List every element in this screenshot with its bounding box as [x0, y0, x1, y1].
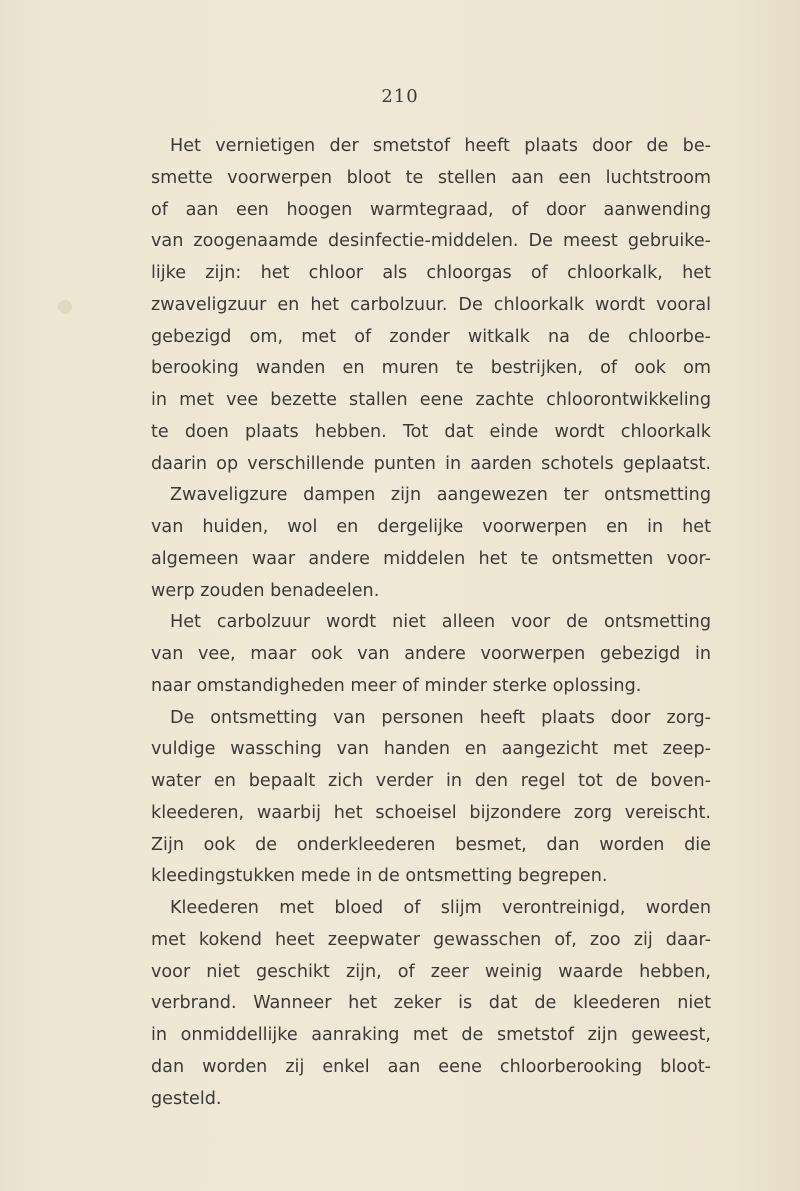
paper-stain: [58, 300, 72, 314]
text-line: daarin op verschillende punten in aarden schotels geplaatst.: [151, 453, 711, 474]
text-line: in onmiddellijke aanraking met de smetstof zijn geweest,: [151, 1025, 711, 1045]
text-line: voor niet geschikt zijn, of zeer weinig waarde hebben,: [151, 961, 711, 982]
text-line: van zoogenaamde desinfectie-middelen. De meest gebruike-: [151, 231, 711, 252]
text-line: van vee, maar ook van andere voorwerpen gebezigd in: [151, 644, 711, 664]
text-line: Het vernietigen der smetstof heeft plaats door de be-: [170, 136, 711, 156]
page-number: 210: [381, 86, 419, 107]
text-line: in met vee bezette stallen eene zachte chloorontwikkeling: [151, 390, 711, 410]
text-line: te doen plaats hebben. Tot dat einde wordt chloorkalk: [151, 421, 711, 442]
text-line: Het carbolzuur wordt niet alleen voor de ontsmetting: [170, 612, 711, 633]
text-line: kleedingstukken mede in de ontsmetting begrepen.: [151, 866, 608, 887]
body-text: [151, 131, 711, 1115]
text-line: zwaveligzuur en het carbolzuur. De chloorkalk wordt vooral: [151, 294, 711, 315]
text-line: vuldige wassching van handen en aangezicht met zeep-: [151, 739, 711, 760]
text-line: gebezigd om, met of zonder witkalk na de chloorbe-: [151, 326, 711, 347]
text-line: Zwaveligzure dampen zijn aangewezen ter ontsmetting: [170, 485, 711, 506]
text-line: verbrand. Wanneer het zeker is dat de kleederen niet: [151, 993, 711, 1014]
text-line: De ontsmetting van personen heeft plaats door zorg-: [170, 707, 711, 728]
text-line: algemeen waar andere middelen het te ontsmetten voor-: [151, 548, 711, 569]
text-line: gesteld.: [151, 1088, 222, 1109]
text-line: lijke zijn: het chloor als chloorgas of chloorkalk, het: [151, 263, 711, 283]
text-line: dan worden zij enkel aan eene chloorberooking bloot-: [151, 1056, 711, 1077]
text-line: werp zouden benadeelen.: [151, 580, 380, 601]
text-line: water en bepaalt zich verder in den regel tot de boven-: [151, 771, 711, 791]
text-line: Kleederen met bloed of slijm verontreinigd, worden: [170, 898, 711, 918]
text-line: met kokend heet zeepwater gewasschen of, zoo zij daar-: [151, 929, 711, 950]
text-line: Zijn ook de onderkleederen besmet, dan worden die: [151, 834, 711, 855]
text-line: of aan een hoogen warmtegraad, of door aanwending: [151, 199, 711, 220]
text-line: naar omstandigheden meer of minder sterke oplossing.: [151, 675, 642, 696]
text-line: van huiden, wol en dergelijke voorwerpen en in het: [151, 517, 711, 537]
text-line: kleederen, waarbij het schoeisel bijzondere zorg vereischt.: [151, 802, 711, 823]
text-line: smette voorwerpen bloot te stellen aan een luchtstroom: [151, 167, 711, 188]
text-line: berooking wanden en muren te bestrijken, of ook om: [151, 358, 711, 379]
